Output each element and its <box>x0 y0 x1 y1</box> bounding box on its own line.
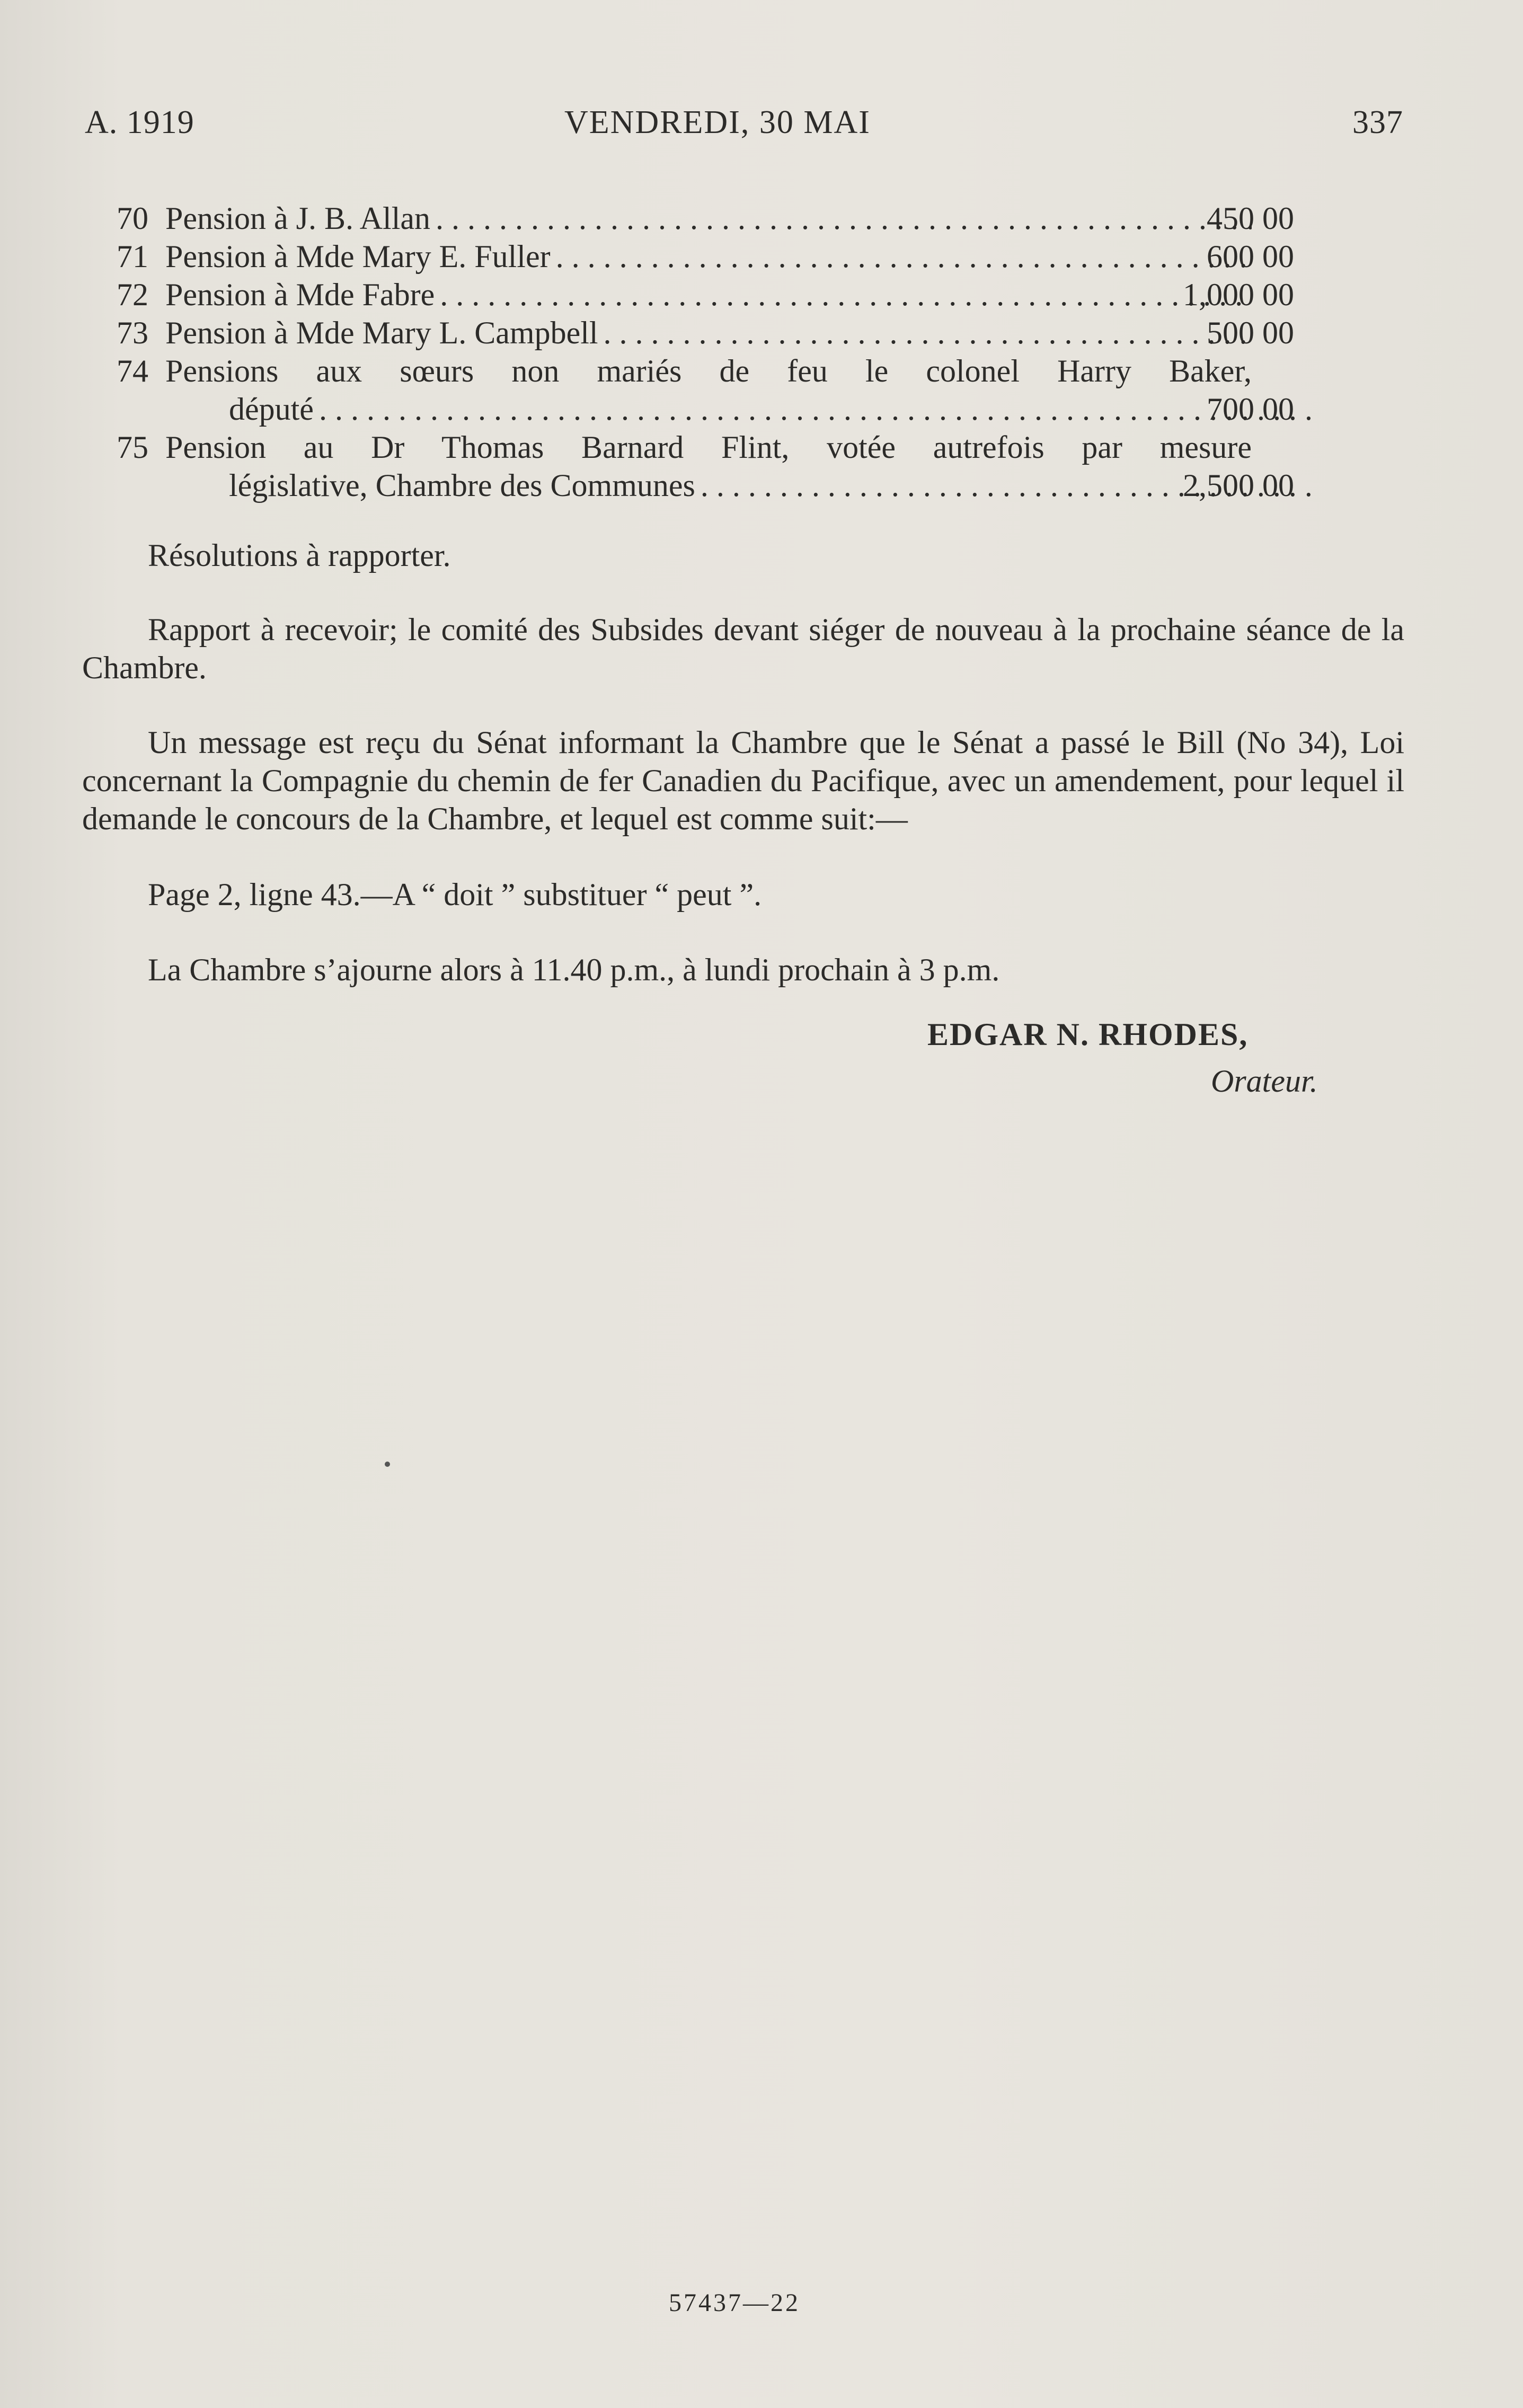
list-item <box>117 314 1404 352</box>
item-number: 73 <box>117 315 148 350</box>
list-item <box>117 352 1404 428</box>
message-paragraph: Un message est reçu du Sénat informant la Chambre que le Sénat a passé le Bill (No 34), Loi concernant la Compagnie du chemin de fer Canadien du Pacifique, avec un amendement, pour lequel il demande le concours de la Chambre, et lequel est comme suit:— <box>82 725 1404 836</box>
footer-code: 57437—22 <box>669 2289 800 2317</box>
leader-dots <box>440 276 1252 314</box>
leader-dots <box>604 314 1252 352</box>
item-number: 71 <box>117 239 148 274</box>
item-text: Pension à Mde Fabre <box>165 277 435 312</box>
item-number: 75 <box>117 430 148 465</box>
item-number: 74 <box>117 353 148 388</box>
page-number: 337 <box>1352 104 1403 140</box>
list-item <box>117 428 1404 504</box>
leader-dots <box>319 390 1315 428</box>
item-number: 72 <box>117 277 148 312</box>
item-text: Pension à Mde Mary E. Fuller <box>165 239 551 274</box>
ink-speck <box>385 1462 390 1467</box>
pension-list <box>117 199 1404 504</box>
item-amount: 450 00 <box>1207 201 1294 236</box>
resolutions-paragraph: Résolutions à rapporter. <box>148 538 451 573</box>
item-text-continued: député <box>229 392 314 427</box>
item-text-continued: législative, Chambre des Communes <box>229 468 695 503</box>
header-year: A. 1919 <box>85 104 194 140</box>
item-amount: 700 00 <box>1207 392 1294 427</box>
item-text: Pension à J. B. Allan <box>165 201 431 236</box>
item-text: Pension à Mde Mary L. Campbell <box>165 315 598 350</box>
list-item <box>117 276 1404 314</box>
signature-title: Orateur. <box>1211 1064 1318 1099</box>
item-amount: 1,000 00 <box>1183 277 1294 312</box>
item-text: Pensions aux sœurs non mariés de feu le colonel Harry Baker, <box>165 353 1252 388</box>
list-item <box>117 199 1404 237</box>
list-item <box>117 237 1404 276</box>
leader-dots <box>436 199 1252 237</box>
amendment-line: Page 2, ligne 43.—A “ doit ” substituer “ peut ”. <box>148 877 762 912</box>
header-date: VENDREDI, 30 MAI <box>564 104 871 140</box>
adjournment-paragraph: La Chambre s’ajourne alors à 11.40 p.m., à lundi prochain à 3 p.m. <box>148 952 1000 987</box>
item-amount: 600 00 <box>1207 239 1294 274</box>
item-text: Pension au Dr Thomas Barnard Flint, votée autrefois par mesure <box>165 430 1252 465</box>
item-number: 70 <box>117 201 148 236</box>
signature-name: EDGAR N. RHODES, <box>927 1017 1248 1052</box>
leader-dots <box>556 237 1252 276</box>
rapport-paragraph: Rapport à recevoir; le comité des Subsides devant siéger de nouveau à la prochaine séance de la Chambre. <box>82 612 1404 685</box>
item-amount: 2,500 00 <box>1183 468 1294 503</box>
item-amount: 500 00 <box>1207 315 1294 350</box>
